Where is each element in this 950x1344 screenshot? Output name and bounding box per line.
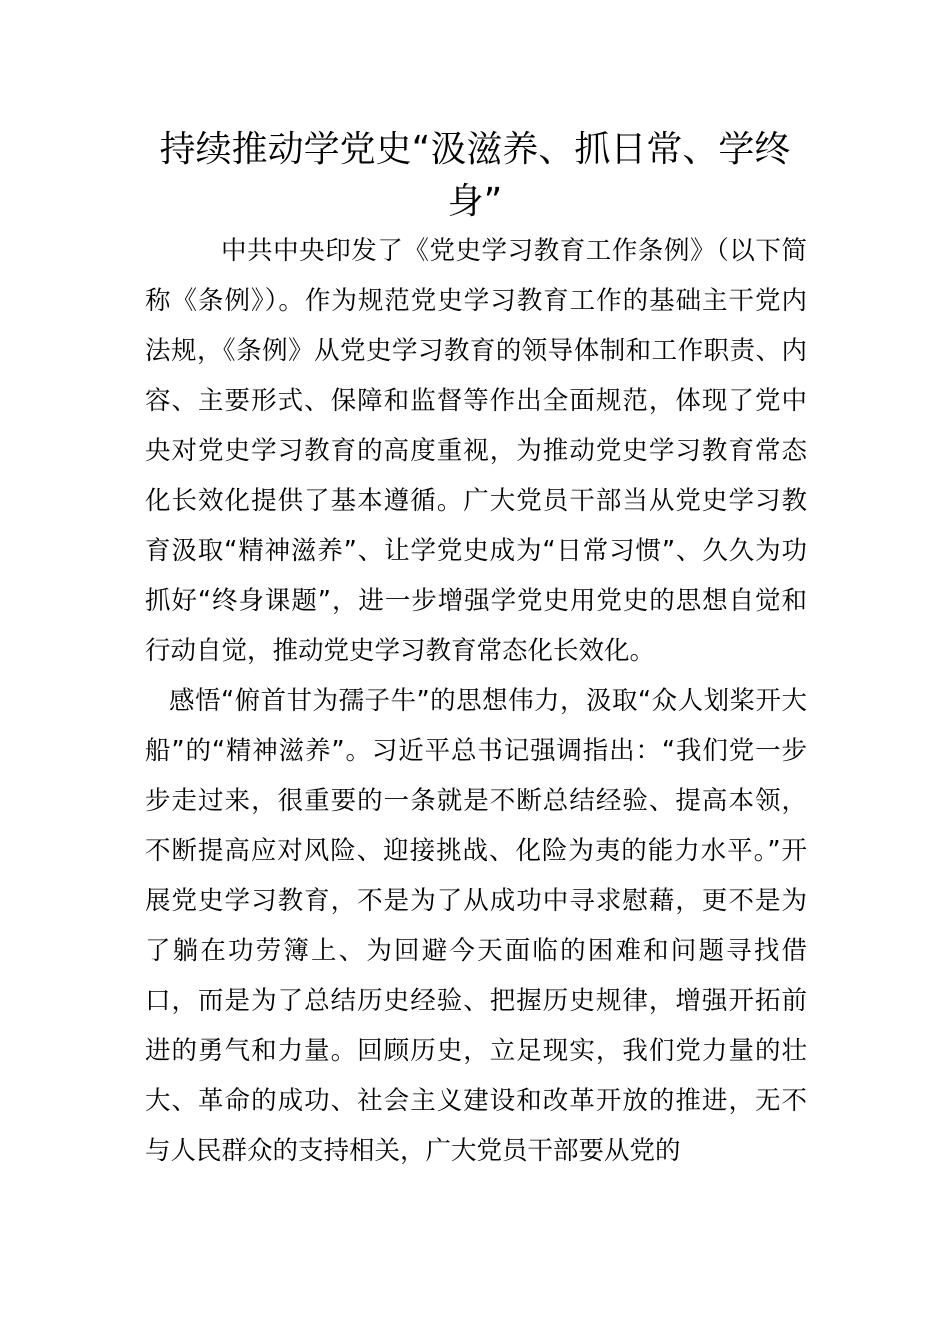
paragraph-intro: 中共中央印发了《党史学习教育工作条例》（以下简称《条例》）。作为规范党史学习教育工作的基础主干党内法规，《条例》从党史学习教育的领导体制和工作职责、内容、主要形式、保障和监督等作出全面规范，体现了党中央对党史学习教育的高度重视，为推动党史学习教育常态化长效化提供了基本遵循。广大党员干部当从党史学习教育汲取“精神滋养”、让学党史成为“日常习惯”、久久为功抓好“终身课题”，进一步增强学党史用党史的思想自觉和行动自觉，推动党史学习教育常态化长效化。 bbox=[145, 236, 807, 666]
document-body bbox=[145, 226, 807, 1176]
document-title: 持续推动学党史“汲滋养、抓日常、学终身” bbox=[159, 129, 791, 222]
paragraph-spirit-nourishment: 感悟“俯首甘为孺子牛”的思想伟力，汲取“众人划桨开大船”的“精神滋养”。习近平总书记强调指出：“我们党一步步走过来，很重要的一条就是不断总结经验、提高本领，不断提高应对风险、迎接挑战、化险为夷的能力水平。”开展党史学习教育，不是为了从成功中寻求慰藉，更不是为了躺在功劳簿上、为回避今天面临的困难和问题寻找借口，而是为了总结历史经验、把握历史规律，增强开拓前进的勇气和力量。回顾历史，立足现实，我们党力量的壮大、革命的成功、社会主义建设和改革开放的推进，无不与人民群众的支持相关，广大党员干部要从党的 bbox=[145, 686, 807, 1166]
